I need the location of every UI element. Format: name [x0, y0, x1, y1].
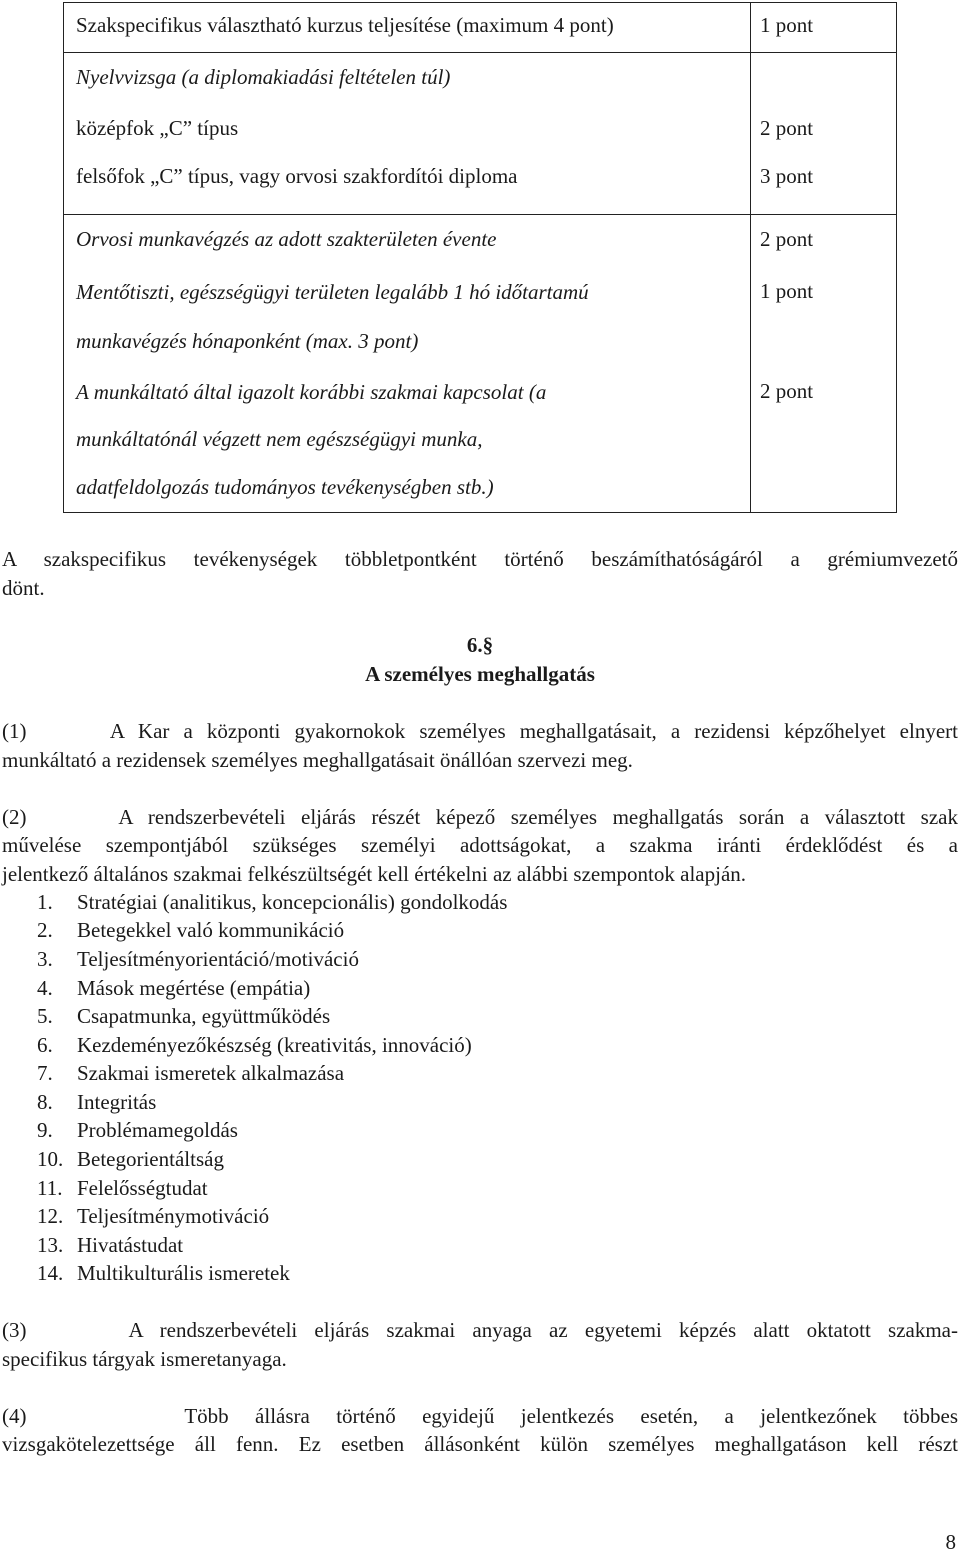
paragraph-1-line: (1) A Kar a központi gyakornokok személyes meghallgatásait, a rezidensi képzőhelyet elnyert — [2, 719, 958, 743]
paragraph-3-line: (3) A rendszerbevételi eljárás szakmai anyaga az egyetemi képzés alatt oktatott szakma- — [2, 1318, 958, 1342]
table-row-points: 3 pont — [760, 164, 814, 188]
list-item-number: 9. — [37, 1118, 53, 1142]
list-item: Betegekkel való kommunikáció — [77, 918, 345, 942]
list-item: Stratégiai (analitikus, koncepcionális) gondolkodás — [77, 890, 508, 914]
list-item-number: 5. — [37, 1004, 53, 1028]
paragraph-2-line: jelentkező általános szakmai felkészültségét kell értékelni az alábbi szempontok alapján. — [2, 862, 747, 886]
paragraph-4-line: vizsgakötelezettsége áll fenn. Ez esetben állásonként külön személyes meghallgatáson kell részt — [2, 1432, 958, 1456]
list-item: Betegorientáltság — [77, 1147, 224, 1171]
list-item-number: 6. — [37, 1033, 53, 1057]
list-item: Szakmai ismeretek alkalmazása — [77, 1061, 345, 1085]
list-item: Teljesítményorientáció/motiváció — [77, 947, 359, 971]
list-item: Csapatmunka, együttműködés — [77, 1004, 331, 1028]
table-row-text: középfok „C” típus — [76, 116, 239, 140]
row-divider — [64, 214, 896, 215]
note-line: A szakspecifikus tevékenységek többletpontként történő beszámíthatóságáról a grémiumvezető — [2, 547, 958, 571]
list-item-number: 1. — [37, 890, 53, 914]
list-item-number: 14. — [37, 1261, 64, 1285]
paragraph-2-line: művelése szempontjából szükséges személyi adottságokat, a szakma iránti érdeklődést és a — [2, 833, 958, 857]
list-item-number: 11. — [37, 1176, 63, 1200]
table-row-points: 1 pont — [760, 13, 814, 37]
list-item: Mások megértése (empátia) — [77, 976, 311, 1000]
table-row-points: 2 pont — [760, 116, 814, 140]
list-item-number: 10. — [37, 1147, 64, 1171]
table-row-text: munkavégzés hónaponként (max. 3 pont) — [76, 329, 419, 353]
table-row-text: Mentőtiszti, egészségügyi területen legalább 1 hó időtartamú — [76, 280, 589, 304]
scoring-table — [63, 2, 897, 513]
column-divider — [750, 3, 751, 512]
list-item-number: 2. — [37, 918, 53, 942]
table-row-text: A munkáltató által igazolt korábbi szakmai kapcsolat (a — [76, 380, 547, 404]
section-title: A személyes meghallgatás — [365, 662, 595, 686]
table-row-text: Orvosi munkavégzés az adott szakterületen évente — [76, 227, 497, 251]
list-item-number: 13. — [37, 1233, 64, 1257]
paragraph-4-line: (4) Több állásra történő egyidejű jelentkezés esetén, a jelentkezőnek többes — [2, 1404, 958, 1428]
paragraph-3-line: specifikus tárgyak ismeretanyaga. — [2, 1347, 287, 1371]
list-item-number: 3. — [37, 947, 53, 971]
table-row-text: felsőfok „C” típus, vagy orvosi szakfordítói diploma — [76, 164, 518, 188]
paragraph-1-line: munkáltató a rezidensek személyes meghallgatásait önállóan szervezi meg. — [2, 748, 633, 772]
table-row-text: adatfeldolgozás tudományos tevékenységben stb.) — [76, 475, 494, 499]
section-number: 6.§ — [466, 633, 494, 657]
page-number: 8 — [945, 1530, 956, 1554]
paragraph-2-line: (2) A rendszerbevételi eljárás részét képező személyes meghallgatás során a választott szak — [2, 805, 958, 829]
table-row-text: Nyelvvizsga (a diplomakiadási feltételen túl) — [76, 65, 451, 89]
list-item: Problémamegoldás — [77, 1118, 238, 1142]
table-row-text: Szakspecifikus választható kurzus teljesítése (maximum 4 pont) — [76, 13, 614, 37]
table-row-points: 2 pont — [760, 227, 814, 251]
table-row-points: 2 pont — [760, 379, 814, 403]
row-divider — [64, 52, 896, 53]
list-item: Felelősségtudat — [77, 1176, 208, 1200]
list-item-number: 8. — [37, 1090, 53, 1114]
list-item: Multikulturális ismeretek — [77, 1261, 290, 1285]
note-line: dönt. — [2, 576, 45, 600]
list-item: Kezdeményezőkészség (kreativitás, innováció) — [77, 1033, 472, 1057]
table-row-text: munkáltatónál végzett nem egészségügyi munka, — [76, 427, 483, 451]
list-item-number: 4. — [37, 976, 53, 1000]
list-item: Teljesítménymotiváció — [77, 1204, 270, 1228]
list-item-number: 7. — [37, 1061, 53, 1085]
list-item-number: 12. — [37, 1204, 64, 1228]
list-item: Integritás — [77, 1090, 157, 1114]
table-row-points: 1 pont — [760, 279, 814, 303]
list-item: Hivatástudat — [77, 1233, 184, 1257]
